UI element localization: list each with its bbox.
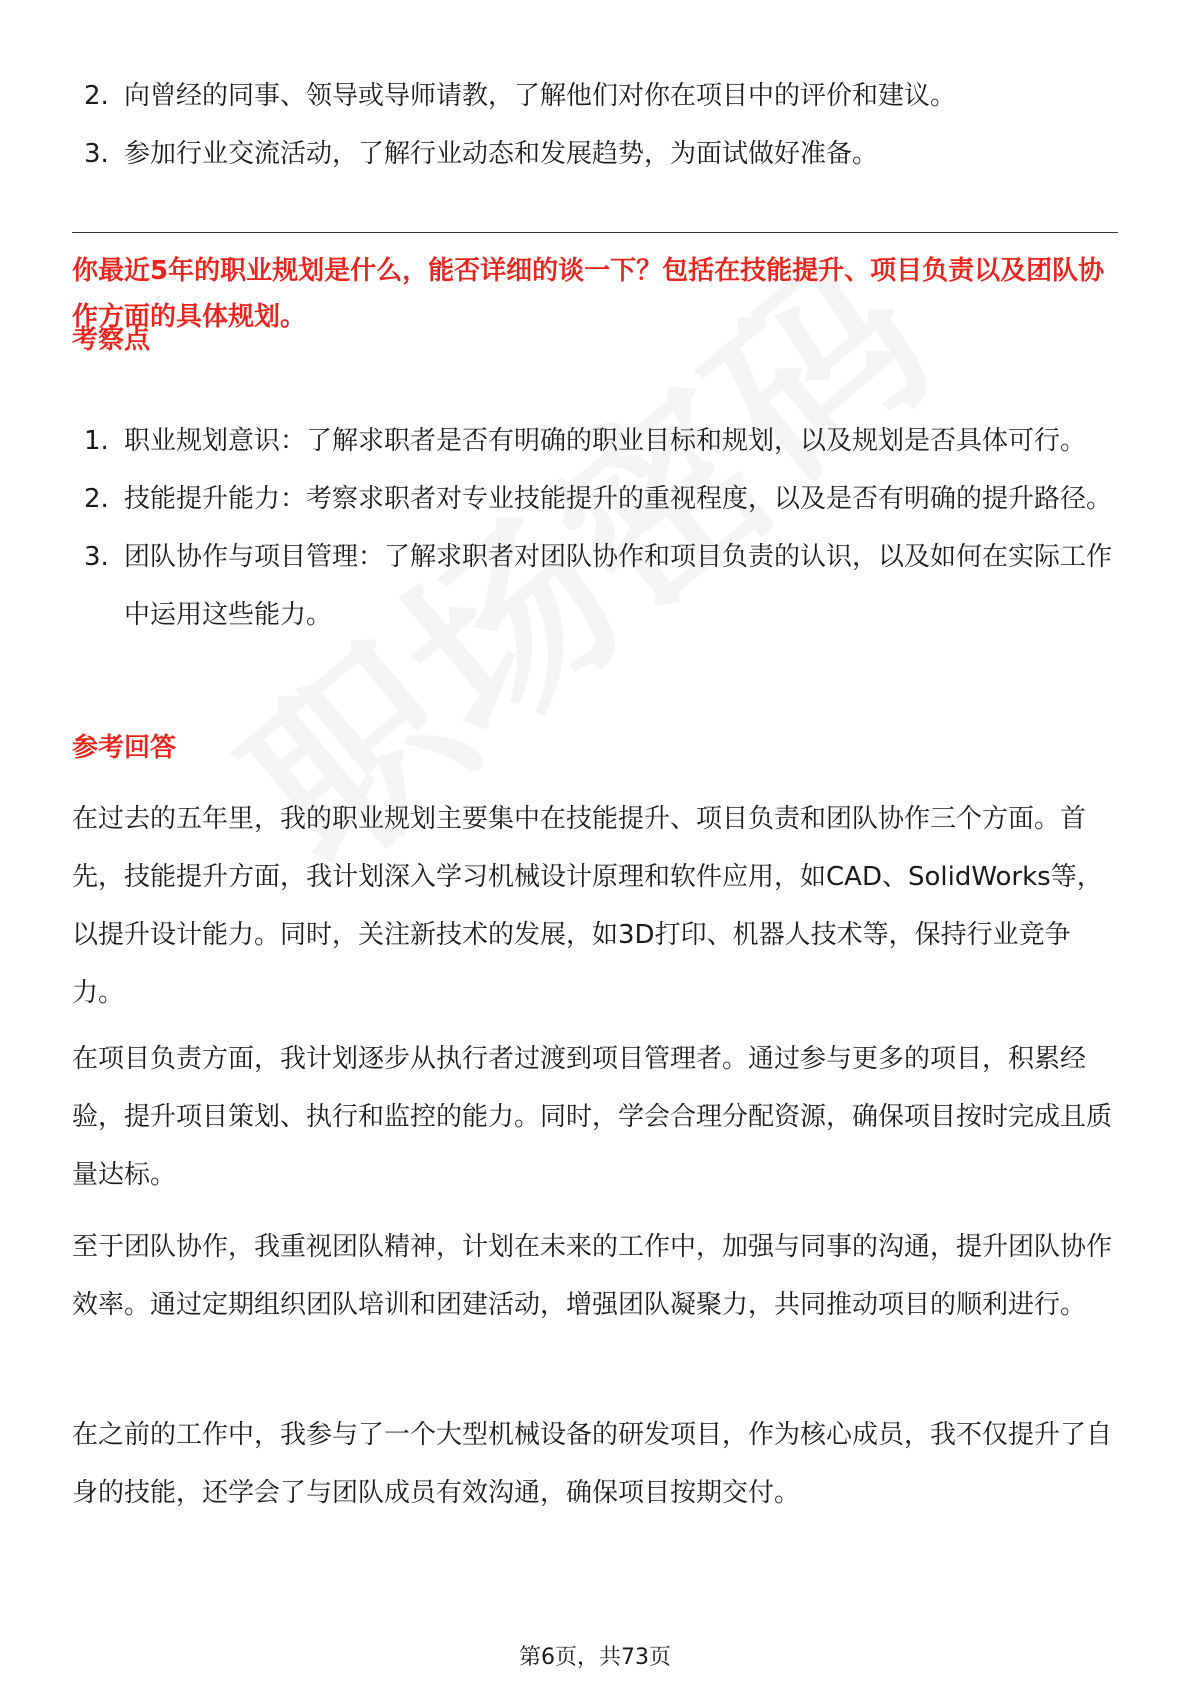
list-text: 技能提升能力：考察求职者对专业技能提升的重视程度，以及是否有明确的提升路径。 (124, 484, 1113, 514)
points-list (72, 412, 1118, 644)
list-text: 向曾经的同事、领导或导师请教，了解他们对你在项目中的评价和建议。 (124, 81, 957, 111)
section-divider (72, 232, 1118, 233)
answer-paragraph: 在项目负责方面，我计划逐步从执行者过渡到项目管理者。通过参与更多的项目，积累经验，提升项目策划、执行和监控的能力。同时，学会合理分配资源，确保项目按时完成且质量达标。 (72, 1044, 1113, 1190)
answer-paragraph: 在过去的五年里，我的职业规划主要集中在技能提升、项目负责和团队协作三个方面。首先，技能提升方面，我计划深入学习机械设计原理和软件应用，如CAD、SolidWorks等，以提升设计能力。同时，关注新技术的发展，如3D打印、机器人技术等，保持行业竞争力。 (72, 804, 1103, 1008)
question-heading: 你最近5年的职业规划是什么，能否详细的谈一下？包括在技能提升、项目负责以及团队协作方面的具体规划。 (72, 256, 1105, 332)
list-number: 3. (84, 542, 109, 572)
section-heading-points: 考察点 (72, 325, 151, 355)
answer-paragraph: 在之前的工作中，我参与了一个大型机械设备的研发项目，作为核心成员，我不仅提升了自身的技能，还学会了与团队成员有效沟通，确保项目按期交付。 (72, 1420, 1113, 1508)
list-item (72, 528, 1118, 644)
list-text: 参加行业交流活动，了解行业动态和发展趋势，为面试做好准备。 (124, 139, 879, 169)
list-number: 2. (84, 484, 109, 514)
answer-paragraph: 至于团队协作，我重视团队精神，计划在未来的工作中，加强与同事的沟通，提升团队协作效率。通过定期组织团队培训和团建活动，增强团队凝聚力，共同推动项目的顺利进行。 (72, 1232, 1113, 1320)
list-item (72, 67, 1118, 125)
section-heading-answer: 参考回答 (72, 733, 177, 763)
list-item (72, 470, 1118, 528)
previous-list (72, 67, 1118, 183)
list-number: 1. (84, 426, 109, 456)
list-text: 团队协作与项目管理：了解求职者对团队协作和项目负责的认识，以及如何在实际工作中运用这些能力。 (124, 542, 1113, 630)
page-footer: 第6页，共73页 (519, 1645, 671, 1670)
list-number: 2. (84, 81, 109, 111)
list-number: 3. (84, 139, 109, 169)
list-item (72, 412, 1118, 470)
list-item (72, 125, 1118, 183)
list-text: 职业规划意识：了解求职者是否有明确的职业目标和规划，以及规划是否具体可行。 (124, 426, 1087, 456)
